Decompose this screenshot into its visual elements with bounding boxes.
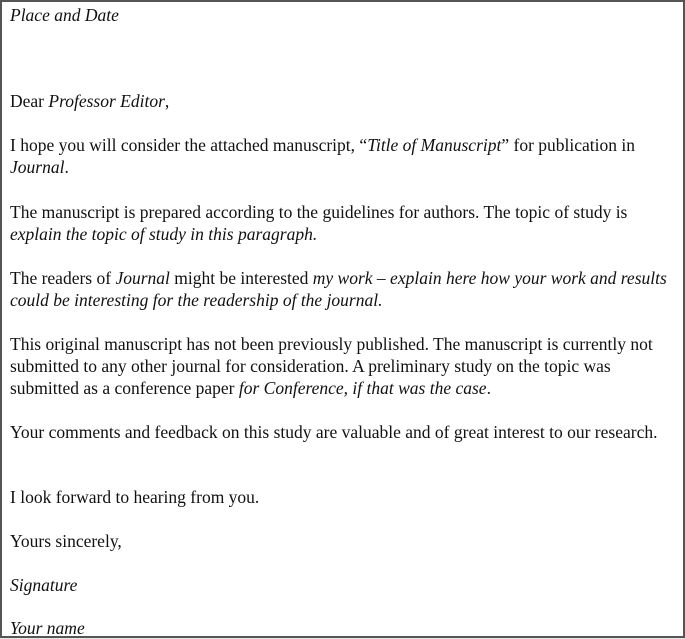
signature (10, 574, 673, 596)
manuscript-title: Title of Manuscript (367, 135, 502, 155)
paragraph-readers (10, 267, 669, 311)
intro-text-a: I hope you will consider the attached manuscript, “ (10, 135, 368, 155)
intro-text-c: . (64, 157, 69, 177)
originality-text: This original manuscript has not been previously published. The manuscript is currently not submitted to any other journal for consideration. A preliminary study on the topic was submitted as a conference paper (10, 334, 653, 398)
conference-placeholder: for Conference, if that was the case (238, 378, 487, 398)
closing (10, 530, 673, 552)
paragraph-topic (10, 201, 669, 245)
place-and-date-text: Place and Date (10, 5, 119, 25)
paragraph-intro (10, 134, 675, 178)
closing-text: Yours sincerely, (10, 531, 122, 551)
signature-text: Signature (10, 575, 78, 595)
journal-name: Journal (10, 157, 65, 177)
place-and-date (10, 4, 673, 26)
salutation (10, 90, 673, 112)
readers-work-placeholder: my work – explain here how your work and results could be interesting for the readership of the journal. (10, 268, 667, 310)
your-name-text: Your name (10, 618, 85, 638)
readers-text-b: might be interested (169, 268, 313, 288)
paragraph-look-forward (10, 486, 673, 508)
paragraph-feedback (10, 421, 673, 443)
topic-placeholder: explain the topic of study in this paragraph. (10, 224, 318, 244)
salutation-suffix: , (164, 91, 170, 111)
salutation-name: Professor Editor (48, 91, 165, 111)
readers-journal: Journal (115, 268, 170, 288)
salutation-prefix: Dear (10, 91, 49, 111)
paragraph-originality (10, 333, 669, 399)
feedback-text: Your comments and feedback on this study are valuable and of great interest to our research. (10, 422, 658, 442)
your-name (10, 617, 673, 639)
topic-text: The manuscript is prepared according to the guidelines for authors. The topic of study is (10, 202, 628, 222)
look-forward-text: I look forward to hearing from you. (10, 487, 260, 507)
readers-text-a: The readers of (10, 268, 116, 288)
intro-text-b: ” for publication in (501, 135, 636, 155)
originality-end: . (486, 378, 491, 398)
